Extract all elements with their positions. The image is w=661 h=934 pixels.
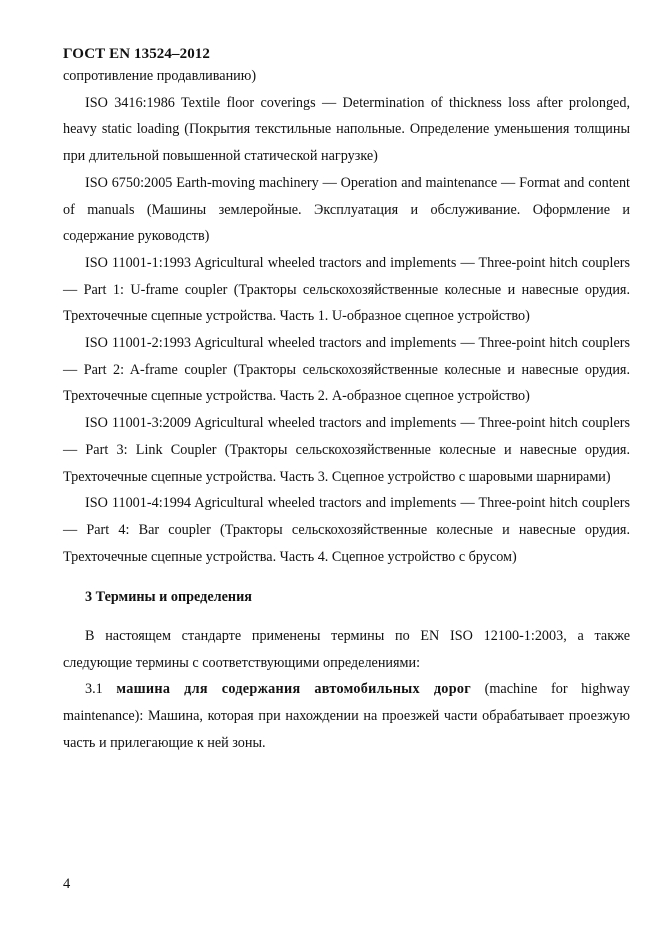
reference-iso-11001-2: ISO 11001-2:1993 Agricultural wheeled tractors and implements — Three-point hitch couplers — Part 2: A-frame coupler (Тракторы сельскохозяйственные колесные и навесные орудия. Трехточечные сцепные устройства. Часть 2. A-образное сцепное устройство) xyxy=(63,335,630,405)
continued-paragraph: сопротивление продавливанию) xyxy=(63,68,257,84)
reference-iso-3416: ISO 3416:1986 Textile floor coverings — Determination of thickness loss after prolonged, heavy static loading (Покрытия текстильные напольные. Определение уменьшения толщины при длительной повышенной статической нагрузке) xyxy=(63,94,630,165)
term-definition-text: (machine for highway maintenance): Машина, которая при нахождении на проезжей части обрабатывает проезжую часть и прилегающие к ней зоны. xyxy=(63,681,631,751)
section-intro: В настоящем стандарте применены термины по EN ISO 12100-1:2003, а также следующие термины с соответствующими определениями: xyxy=(63,628,630,671)
term-definition-3-1 xyxy=(63,676,630,756)
reference-iso-11001-3: ISO 11001-3:2009 Agricultural wheeled tractors and implements — Three-point hitch couplers — Part 3: Link Coupler (Тракторы сельскохозяйственные колесные и навесные орудия. Трехточечные сцепные устройства. Часть 3. Сцепное устройство с шаровыми шарнирами) xyxy=(63,415,630,485)
section-title: 3 Термины и определения xyxy=(85,589,252,606)
reference-iso-11001-4: ISO 11001-4:1994 Agricultural wheeled tractors and implements — Three-point hitch couplers — Part 4: Bar coupler (Тракторы сельскохозяйственные колесные и навесные орудия. Трехточечные сцепные устройства. Часть 4. Сцепное устройство с брусом) xyxy=(63,495,630,565)
term-name: машина для содержания автомобильных дорог xyxy=(116,681,472,698)
reference-iso-11001-1: ISO 11001-1:1993 Agricultural wheeled tractors and implements — Three-point hitch couplers — Part 1: U-frame coupler (Тракторы сельскохозяйственные колесные и навесные орудия. Трехточечные сцепные устройства. Часть 1. U-образное сцепное устройство) xyxy=(63,254,630,325)
page-number: 4 xyxy=(63,876,71,892)
reference-iso-6750: ISO 6750:2005 Earth-moving machinery — Operation and maintenance — Format and content of manuals (Машины землеройные. Эксплуатация и обслуживание. Оформление и содержание руководств) xyxy=(63,174,630,245)
term-number: 3.1 xyxy=(85,681,103,698)
document-header: ГОСТ EN 13524–2012 xyxy=(63,46,210,62)
document-body xyxy=(63,63,630,757)
